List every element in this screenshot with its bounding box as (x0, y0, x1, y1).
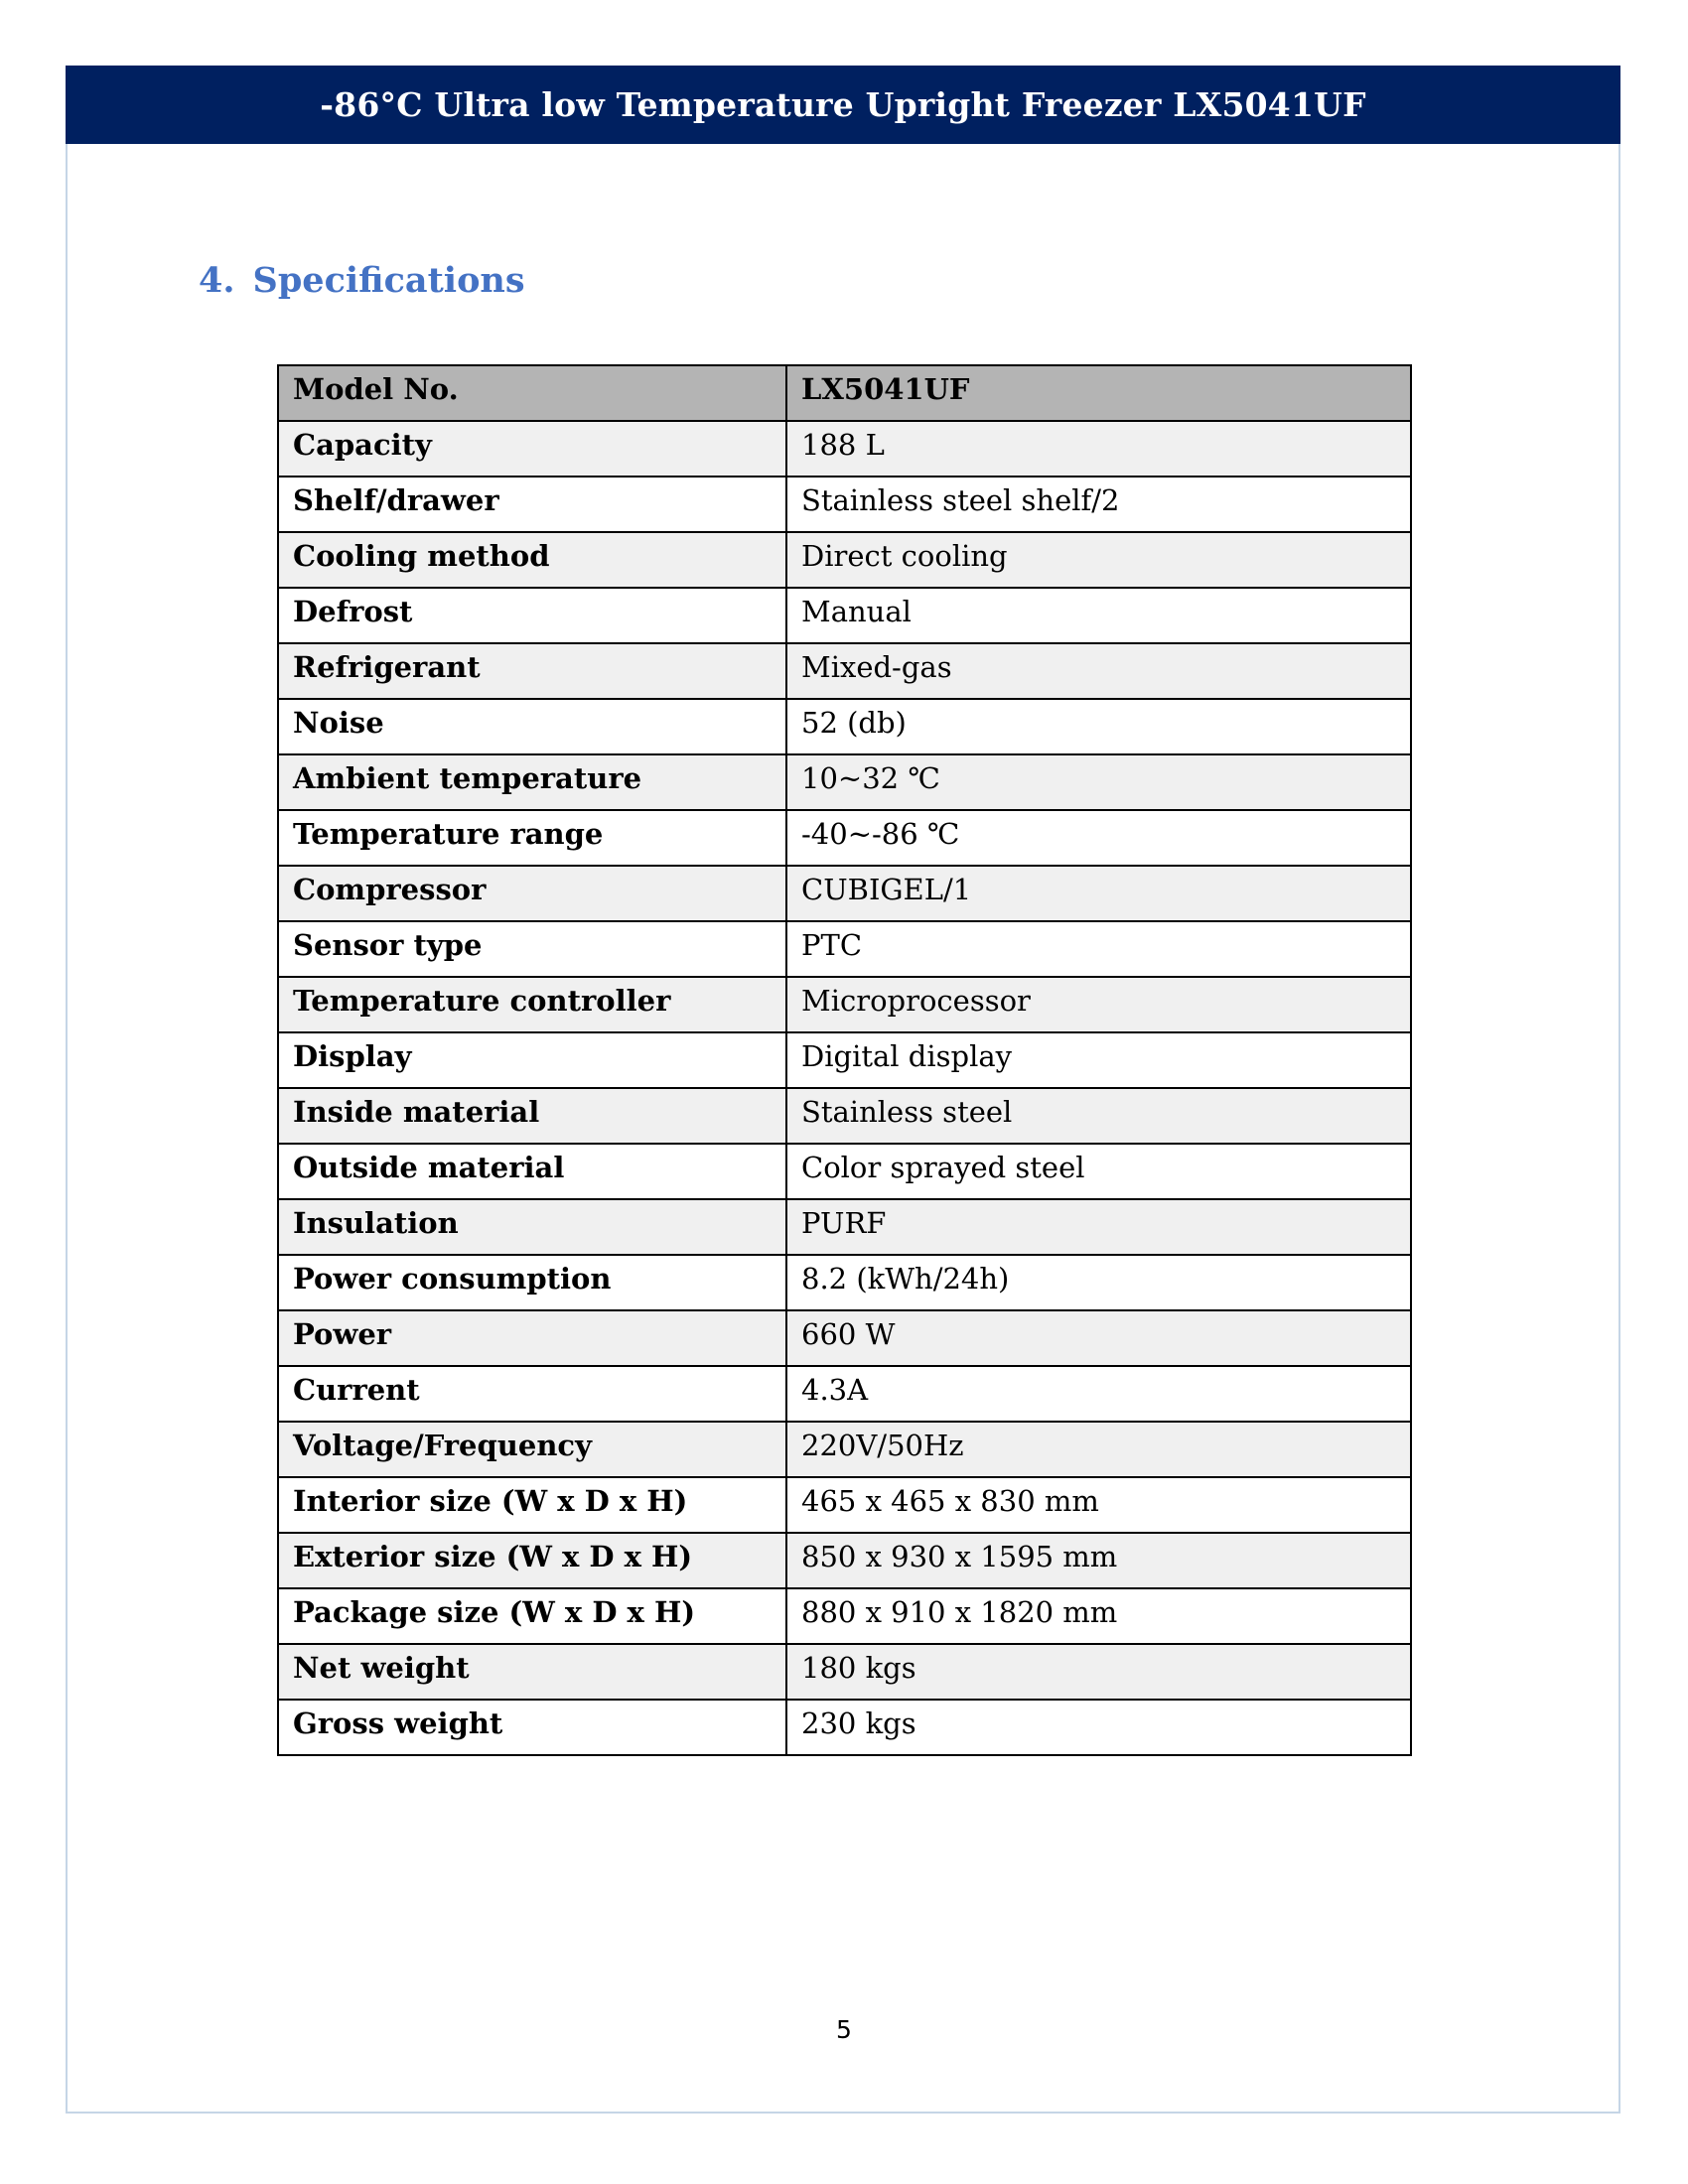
header-banner (66, 66, 1620, 144)
section-title: Specifications (252, 260, 525, 301)
spec-value: 220V/50Hz (786, 1422, 1411, 1477)
spec-value: Stainless steel (786, 1088, 1411, 1144)
spec-label: Package size (W x D x H) (278, 1588, 786, 1644)
spec-label: Outside material (278, 1144, 786, 1199)
table-row (278, 1588, 1411, 1644)
spec-value: Microprocessor (786, 977, 1411, 1032)
table-row (278, 1032, 1411, 1088)
table-row (278, 588, 1411, 643)
spec-label: Shelf/drawer (278, 477, 786, 532)
table-row (278, 977, 1411, 1032)
spec-label: Insulation (278, 1199, 786, 1255)
spec-label: Refrigerant (278, 643, 786, 699)
spec-label: Sensor type (278, 921, 786, 977)
spec-value: 850 x 930 x 1595 mm (786, 1533, 1411, 1588)
spec-label: Ambient temperature (278, 754, 786, 810)
spec-label: Net weight (278, 1644, 786, 1700)
spec-value: CUBIGEL/1 (786, 866, 1411, 921)
table-row (278, 1700, 1411, 1755)
spec-label: Temperature range (278, 810, 786, 866)
document-title: -86°C Ultra low Temperature Upright Freezer LX5041UF (320, 85, 1366, 124)
table-row (278, 754, 1411, 810)
table-row (278, 1310, 1411, 1366)
table-row (278, 1422, 1411, 1477)
spec-value: 8.2 (kWh/24h) (786, 1255, 1411, 1310)
spec-value: Direct cooling (786, 532, 1411, 588)
table-row (278, 1644, 1411, 1700)
table-header-value: LX5041UF (786, 365, 1411, 421)
table-row (278, 1144, 1411, 1199)
section-number: 4. (199, 260, 235, 301)
table-row (278, 1533, 1411, 1588)
table-row (278, 1255, 1411, 1310)
spec-label: Current (278, 1366, 786, 1422)
spec-value: 230 kgs (786, 1700, 1411, 1755)
spec-label: Gross weight (278, 1700, 786, 1755)
spec-label: Cooling method (278, 532, 786, 588)
spec-value: 465 x 465 x 830 mm (786, 1477, 1411, 1533)
table-row (278, 1199, 1411, 1255)
spec-label: Exterior size (W x D x H) (278, 1533, 786, 1588)
table-row (278, 921, 1411, 977)
spec-label: Noise (278, 699, 786, 754)
spec-label: Compressor (278, 866, 786, 921)
table-row (278, 421, 1411, 477)
spec-label: Power (278, 1310, 786, 1366)
spec-value: Mixed-gas (786, 643, 1411, 699)
spec-label: Interior size (W x D x H) (278, 1477, 786, 1533)
spec-value: 660 W (786, 1310, 1411, 1366)
spec-value: Color sprayed steel (786, 1144, 1411, 1199)
spec-value: PTC (786, 921, 1411, 977)
spec-value: 10~32 ℃ (786, 754, 1411, 810)
spec-value: -40~-86 ℃ (786, 810, 1411, 866)
page-number: 5 (836, 2015, 852, 2044)
table-row (278, 1477, 1411, 1533)
spec-value: Digital display (786, 1032, 1411, 1088)
spec-label: Defrost (278, 588, 786, 643)
specifications-table (277, 364, 1412, 1756)
table-row (278, 1088, 1411, 1144)
specifications-table-body (278, 365, 1411, 1755)
spec-label: Power consumption (278, 1255, 786, 1310)
spec-label: Inside material (278, 1088, 786, 1144)
spec-label: Voltage/Frequency (278, 1422, 786, 1477)
table-row (278, 477, 1411, 532)
spec-label: Display (278, 1032, 786, 1088)
table-row (278, 810, 1411, 866)
table-row (278, 699, 1411, 754)
table-row (278, 1366, 1411, 1422)
spec-value: Manual (786, 588, 1411, 643)
spec-value: PURF (786, 1199, 1411, 1255)
table-header-label: Model No. (278, 365, 786, 421)
spec-label: Capacity (278, 421, 786, 477)
spec-value: 188 L (786, 421, 1411, 477)
table-row (278, 532, 1411, 588)
table-header-row (278, 365, 1411, 421)
spec-value: 180 kgs (786, 1644, 1411, 1700)
spec-value: 52 (db) (786, 699, 1411, 754)
section-heading (199, 260, 525, 301)
spec-value: 4.3A (786, 1366, 1411, 1422)
table-row (278, 643, 1411, 699)
spec-label: Temperature controller (278, 977, 786, 1032)
table-row (278, 866, 1411, 921)
spec-value: 880 x 910 x 1820 mm (786, 1588, 1411, 1644)
spec-value: Stainless steel shelf/2 (786, 477, 1411, 532)
